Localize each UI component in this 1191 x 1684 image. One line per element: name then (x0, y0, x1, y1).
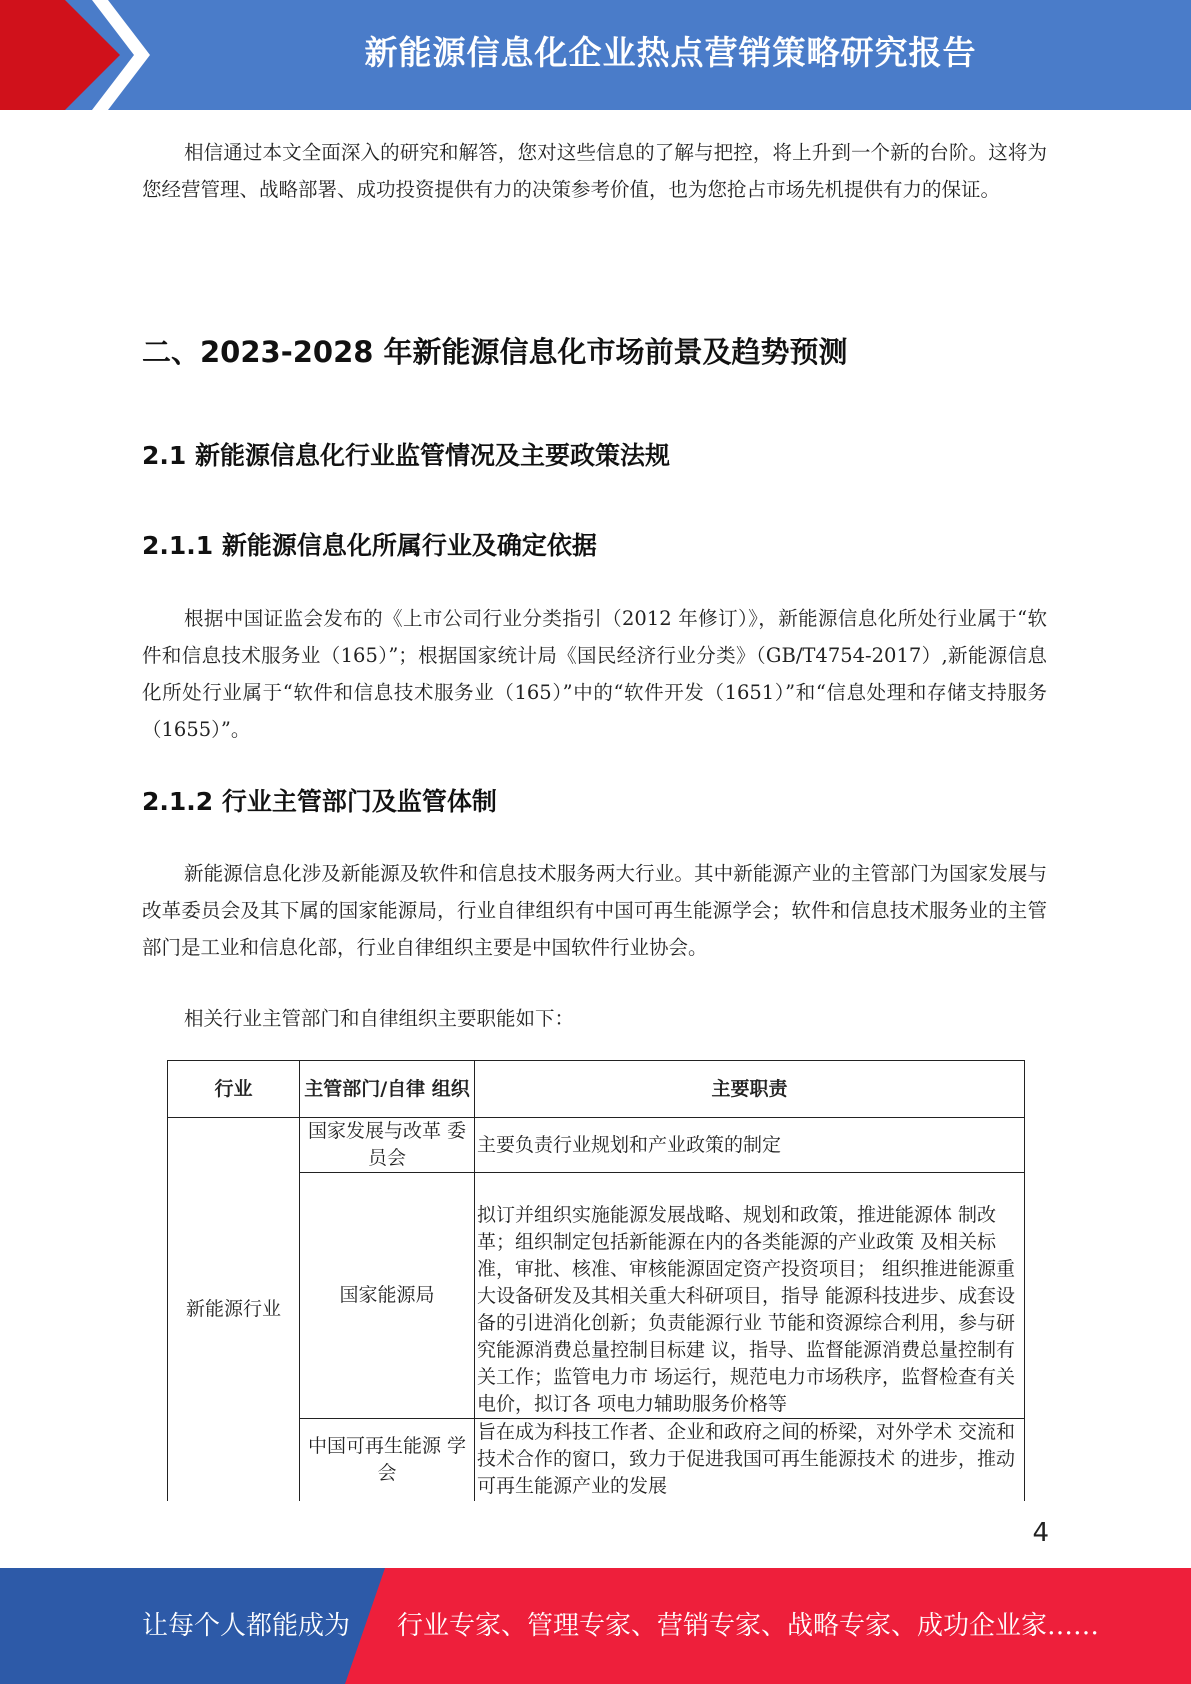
table-header-row (168, 1061, 1025, 1118)
header-arrow-decoration (0, 0, 160, 110)
dept-cell: 国家能源局 (300, 1173, 475, 1419)
header-industry: 行业 (168, 1061, 300, 1118)
industry-basis-paragraph: 根据中国证监会发布的《上市公司行业分类指引（2012 年修订）》，新能源信息化所处行业属于“软件和信息技术服务业（165）”；根据国家统计局《国民经济行业分类》（GB/T4754-2017）,新能源信息化所处行业属于“软件和信息技术服务业（165）”中的“软件开发（1651）”和“信息处理和存储支持服务（1655）”。 (142, 607, 1047, 741)
table-intro-paragraph: 相关行业主管部门和自律组织主要职能如下： (184, 1007, 575, 1030)
intro-paragraph: 相信通过本文全面深入的研究和解答，您对这些信息的了解与把控，将上升到一个新的台阶。这将为您经营管理、战略部署、成功投资提供有力的决策参考价值，也为您抢占市场先机提供有力的保证。 (142, 141, 1047, 201)
header-duty: 主要职责 (475, 1061, 1025, 1118)
duty-cell: 旨在成为科技工作者、企业和政府之间的桥梁，对外学术 交流和技术合作的窗口，致力于促进我国可再生能源技术 的进步，推动可再生能源产业的发展 (475, 1419, 1025, 1501)
duty-cell: 主要负责行业规划和产业政策的制定 (475, 1118, 1025, 1173)
regulation-section (142, 855, 1047, 966)
section-title: 二、2023-2028 年新能源信息化市场前景及趋势预测 (142, 335, 848, 369)
page-number: 4 (1032, 1518, 1049, 1548)
subsection-title: 2.1 新能源信息化行业监管情况及主要政策法规 (142, 441, 670, 470)
dept-cell: 中国可再生能源 学会 (300, 1419, 475, 1501)
duties-table (167, 1060, 1025, 1501)
header-banner (0, 0, 1191, 110)
regulation-paragraph: 新能源信息化涉及新能源及软件和信息技术服务两大行业。其中新能源产业的主管部门为国家发展与改革委员会及其下属的国家能源局，行业自律组织有中国可再生能源学会；软件和信息技术服务业的主管部门是工业和信息化部，行业自律组织主要是中国软件行业协会。 (142, 862, 1047, 959)
industry-cell: 新能源行业 (168, 1118, 300, 1501)
footer-banner (0, 1568, 1191, 1684)
subsubsection-title-2-1-1: 2.1.1 新能源信息化所属行业及确定依据 (142, 531, 597, 560)
dept-cell: 国家发展与改革 委员会 (300, 1118, 475, 1173)
footer-slogan-left: 让每个人都能成为 (142, 1611, 351, 1641)
industry-basis-section (142, 600, 1047, 748)
subsubsection-title-2-1-2: 2.1.2 行业主管部门及监管体制 (142, 787, 497, 816)
header-department: 主管部门/自律 组织 (300, 1061, 475, 1118)
table-intro-section (142, 1000, 1047, 1037)
report-title: 新能源信息化企业热点营销策略研究报告 (364, 33, 977, 72)
table-row (168, 1118, 1025, 1173)
intro-section (142, 134, 1047, 208)
duty-cell: 拟订并组织实施能源发展战略、规划和政策，推进能源体 制改革；组织制定包括新能源在内的各类能源的产业政策 及相关标准，审批、核准、审核能源固定资产投资项目； 组织推进能源重大设备研发及其相关重大科研项目，指导 能源科技进步、成套设备的引进消化创新；负责能源行业 节能和资源综合利用，参与研究能源消费总量控制目标建 议，指导、监督能源消费总量控制有关工作；监管电力市 场运行，规范电力市场秩序，监督检查有关电价，拟订各 项电力辅助服务价格等 (475, 1173, 1025, 1419)
footer-slogan-right: 行业专家、管理专家、营销专家、战略专家、成功企业家…… (397, 1611, 1100, 1641)
